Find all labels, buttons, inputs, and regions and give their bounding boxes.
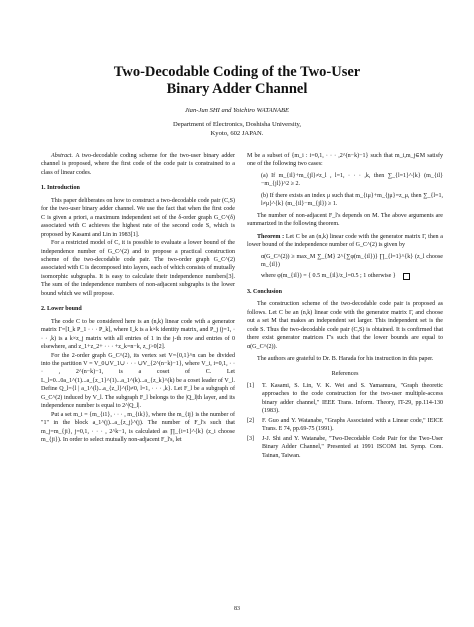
title-line-1: Two-Decodable Coding of the Two-User — [113, 64, 361, 80]
reference-text: T. Kasami, S. Lin, V. K. Wei and S. Yamamura, "Graph theoretic approaches to the code construction for the two-user multiple-access binary adder channel," IEEE Trans. Inform. Theory, IT-29, pp.114-130 (1983). — [262, 382, 443, 415]
theorem — [247, 233, 443, 250]
section-heading-intro: 1. Introduction — [41, 185, 80, 192]
page-number: 83 — [234, 606, 240, 612]
lower-bound-paragraph-2: For the 2-order graph G_C^(2), its vertex set V={0,1}^n can be divided into the partition V = V_0∪V_1∪ · · · ∪V_{2^(n−k)−1}, where V_i, i=0,1, · · · , 2^(n−k)−1, is a coset of C. Let L_l=0...0a_1^(1)...a_{z_1}^(1)...a_1^(k)...a_{z_k}^(k) be a coset leader of V_l. Define Q_l={l | a_1^(l)...a_{z_l}^(l)≠0, l=1, · · · ,k}. Let F_l be a subgraph of G_C^(2) induced by V_l. The subgraph F_l belongs to the |Q_l|th layer, and its independence number is equal to 2^|Q_l|. — [41, 352, 235, 410]
reference-text: J-J. Shi and Y. Watanabe, "Two-Decodable Code Pair for the Two-User Binary Adder Channel," Presented at 1991 ISCOM Int. Symp. Com. Tainan, Taiwan. — [262, 435, 443, 459]
reference-number: [2] — [247, 417, 255, 424]
lower-bound-paragraph-1: The code C to be considered here is an (n,k) linear code with a generator matrix Γ=[I_k P_1 · · · P_k], where I_k is a k×k identity matrix, and P_j (j=1, · · · ,k) is a k×z_j matrix with all entries of 1 in the j-th row and entries of 0 elsewhere, and z_1+z_2+ · · · +z_k=n−k, z_j>0[2]. — [41, 318, 235, 351]
phi-definition-text: where φ(m_{il}) = { 0.5 m_{il}/z_l=0.5 ; 1 otherwise } — [261, 273, 396, 280]
abstract-body: A two-decodable coding scheme for the two-user binary adder channel is proposed, where the first code of the code pair is constrained to a class of linear codes. — [41, 153, 235, 176]
affiliation — [0, 121, 474, 138]
reference-item — [247, 382, 443, 416]
abstract-lead: Abstract. — [51, 153, 74, 159]
theorem-formula: α(G_C^(2)) ≥ max_M ∑_{M} 2^{∑φ(m_{il})} ∏_{l=1}^{k} (z_l choose m_{il}) — [261, 253, 443, 268]
reference-list — [247, 382, 443, 460]
qed-box-icon — [403, 273, 410, 280]
section-heading-conclusion: 3. Conclusion — [247, 288, 282, 295]
intro-paragraph-1: This paper deliberates on how to construct a two-decodable code pair (C,S) for the two-user binary adder channel. We use the fact that when the first code C is given a priori, a maximum independent set of the δ-order graph G_C^(δ) associated with C achieves the highest rate of the second code S, which is proposed by Kasami and Lin in 1983[1]. — [41, 197, 235, 238]
intro-paragraph-2: For a restricted model of C, it is possible to evaluate a lower bound of the independence number of G_C^(2) and to propose a practical construction scheme of the two-decodable code pair. The two-order graph G_C^(2) associated with C is decomposed into layers, each of which consists of mutually isomorphic subgraphs. It is easy to calculate their independence numbers[3]. The sum of the independence numbers of non-adjacent subgraphs is the lower bound which we will propose. — [41, 240, 235, 297]
phi-definition — [247, 272, 443, 280]
acknowledgement: The authors are grateful to Dr. B. Harada for his instruction in this paper. — [257, 356, 434, 363]
condition-summary: The number of non-adjacent F_l's depends on M. The above arguments are summarized in the following theorem. — [247, 212, 443, 228]
abstract — [41, 152, 235, 177]
title-line-2: Binary Adder Channel — [166, 81, 308, 97]
references-heading: References — [331, 370, 359, 377]
reference-item — [247, 435, 443, 460]
paper-title — [0, 64, 474, 98]
theorem-body: Let C be an (n,k) linear code with the generator matrix Γ, then a lower bound of the independence number of G_C^(2) is given by — [247, 233, 443, 249]
theorem-lead: Theorem : — [257, 233, 285, 240]
lower-bound-paragraph-3: Put a set m_i = {m_{i1}, · · · , m_{ik}}, where the m_{ij} is the number of "1" in the block a_1^(j)...a_{z_j}^(j). The number of F_l's such that m_j=m_{ji}, j=0,1, · · · , 2^k−1, is calculated as ∏_{i=1}^{k} (z_i choose m_{ji}). In order to select mutually non-adjacent F_l's, let — [41, 411, 235, 444]
condition-b: (b) If there exists an index μ such that m_{iμ}+m_{jμ}=z_μ, then ∑_{l=1, l≠μ}^{k} (m_{il}−m_{jl}) ≥ 1. — [261, 192, 443, 208]
right-column — [247, 152, 443, 461]
section-heading-lower-bound: 2. Lower bound — [41, 306, 82, 313]
condition-a: (a) If m_{il}+m_{jl}≠z_l , l=1, · · · ,k, then ∑_{l=1}^{k} (m_{il}−m_{jl})^2 ≥ 2. — [261, 172, 443, 188]
reference-number: [3] — [247, 435, 255, 442]
condition-intro: M be a subset of {m_i : i=0,1, · · · ,2^(n−k)−1} such that m_i,m_j∈M satisfy one of the following two cases: — [247, 153, 443, 168]
affiliation-line-2: Kyoto, 602 JAPAN. — [210, 129, 264, 137]
reference-text: F. Guo and Y. Watanabe, "Graphs Associated with a Linear code," IEICE Trans. E 74, pp.69-75 (1991). — [262, 417, 443, 433]
conclusion-paragraph-1: The construction scheme of the two-decodable code pair is proposed as follows. Let C be an (n,k) linear code with the generator matrix Γ, and choose out a set M that makes an independent set larger. This independent set is the code S. Thus the two-decodable code pair (C,S) is obtained. It is confirmed that there exist generator matrices Γ's such that the lower bounds are equal to α(G_C^(2)). — [247, 301, 443, 350]
affiliation-line-1: Department of Electronics, Doshisha University, — [172, 121, 302, 128]
author-list: Jian-Jun SHI and Yoichiro WATANABE — [184, 107, 290, 114]
left-column — [41, 152, 235, 445]
reference-number: [1] — [247, 382, 255, 389]
reference-item — [247, 417, 443, 434]
